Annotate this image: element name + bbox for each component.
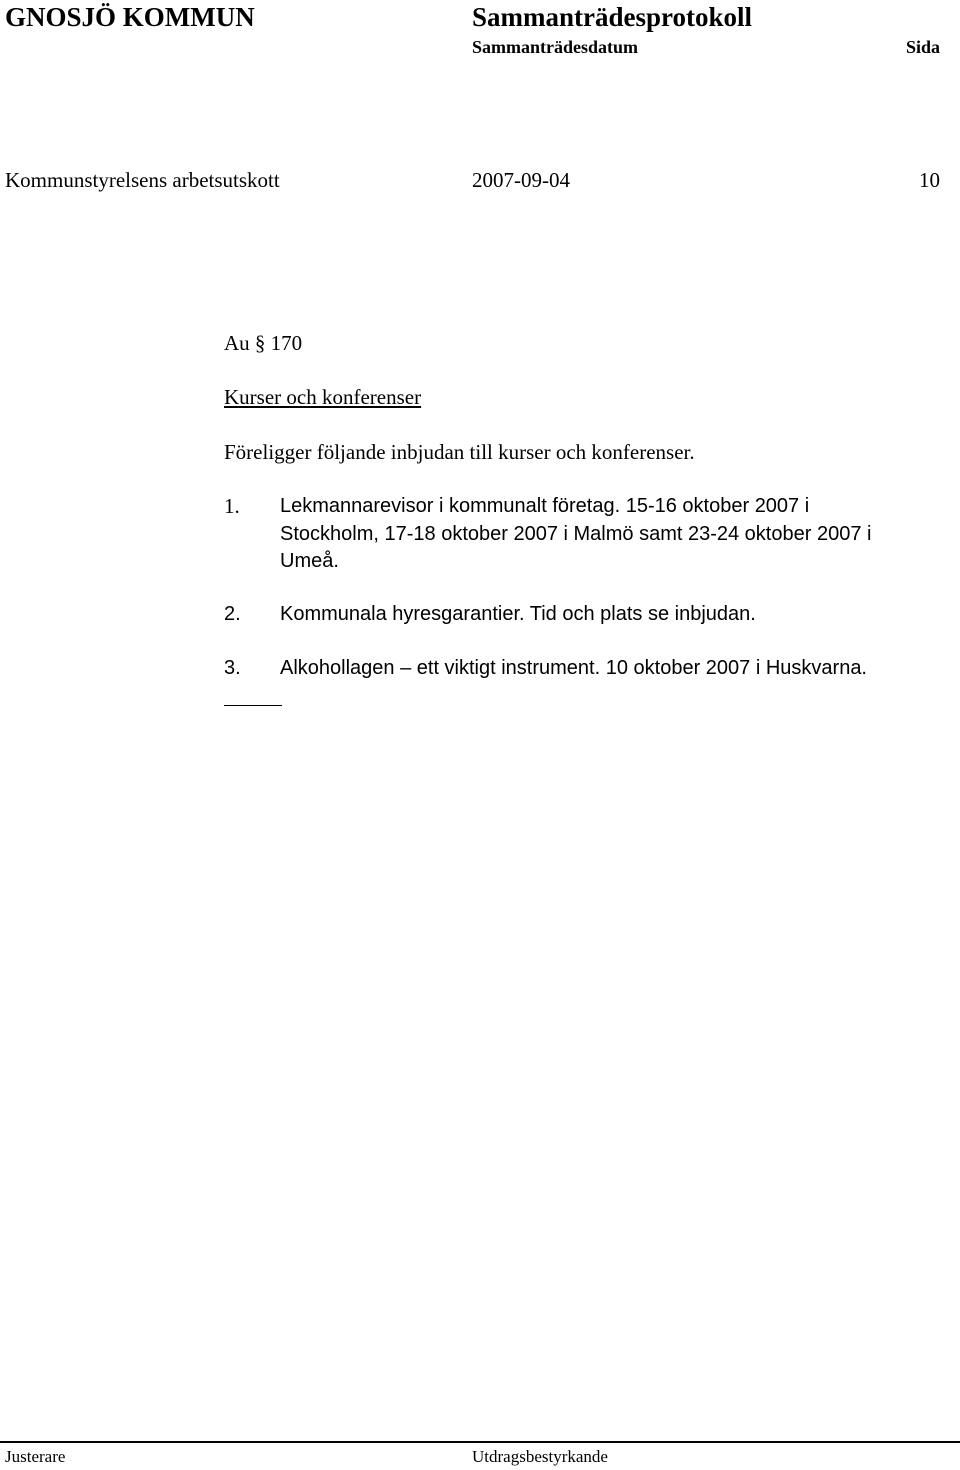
footer-certification-label: Utdragsbestyrkande — [472, 1447, 608, 1466]
page-number: 10 — [919, 168, 940, 192]
page-label: Sida — [905, 37, 940, 57]
list-item-number: 3. — [224, 657, 241, 679]
list-item-number: 1. — [224, 494, 240, 518]
paragraph-reference: Au § 170 — [224, 331, 303, 355]
end-rule — [224, 705, 282, 706]
document-type: Sammanträdesprotokoll — [472, 2, 753, 32]
list-item-number: 2. — [224, 603, 241, 625]
list-item-text: Alkohollagen – ett viktigt instrument. 10 oktober 2007 i Huskvarna. — [280, 657, 867, 679]
section-heading: Kurser och konferenser — [224, 385, 422, 409]
list-item-text: Stockholm, 17-18 oktober 2007 i Malmö samt 23-24 oktober 2007 i — [280, 523, 872, 545]
footer-divider — [0, 1441, 960, 1443]
list-item-text: Kommunala hyresgarantier. Tid och plats se inbjudan. — [280, 603, 756, 625]
meeting-date-label: Sammanträdesdatum — [472, 37, 639, 57]
committee-name: Kommunstyrelsens arbetsutskott — [5, 168, 280, 192]
list-item-text: Lekmannarevisor i kommunalt företag. 15-16 oktober 2007 i — [280, 495, 810, 517]
intro-text: Föreligger följande inbjudan till kurser och konferenser. — [224, 440, 695, 464]
municipality-name: GNOSJÖ KOMMUN — [5, 2, 255, 32]
list-item-text: Umeå. — [280, 550, 339, 572]
meeting-date: 2007-09-04 — [472, 168, 570, 192]
footer-signer-label: Justerare — [5, 1447, 66, 1466]
